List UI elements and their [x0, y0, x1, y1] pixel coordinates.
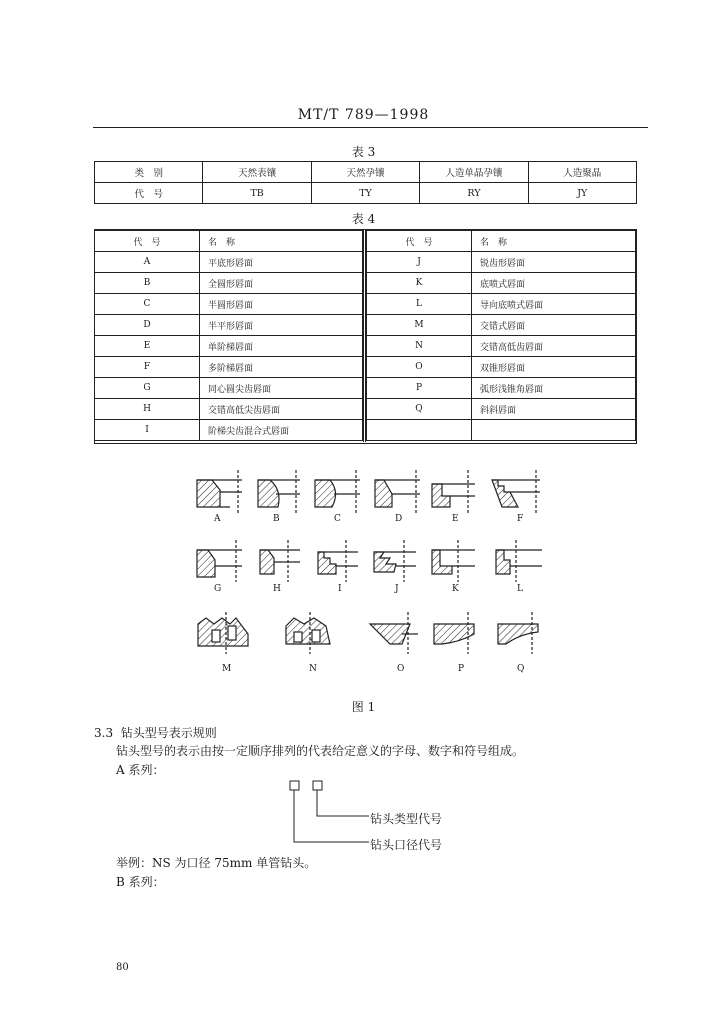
table-cell: TY — [311, 183, 419, 204]
table-cell: 底喷式唇面 — [472, 273, 636, 294]
bit-profile-c — [315, 470, 360, 514]
table-cell: D — [95, 315, 200, 336]
table-cell: 单阶梯唇面 — [200, 336, 363, 357]
table-cell: 人造单晶孕镶 — [420, 162, 528, 183]
table-cell: M — [367, 315, 472, 336]
table-row — [367, 273, 636, 294]
table4-right — [366, 230, 636, 441]
table-row — [367, 357, 636, 378]
table-row — [95, 315, 363, 336]
label-bit-diameter-code: 钻头口径代号 — [370, 838, 443, 852]
figure-labels-row2 — [0, 584, 727, 598]
figure-labels-row3 — [0, 664, 727, 678]
table-cell: JY — [528, 183, 636, 204]
table-cell: N — [367, 336, 472, 357]
table-cell: 半圆形唇面 — [200, 294, 363, 315]
table-cell: 代 号 — [95, 183, 203, 204]
figure-label: I — [338, 584, 342, 594]
figure-label: O — [397, 664, 405, 674]
table-cell: G — [95, 378, 200, 399]
table4-caption: 表 4 — [351, 212, 376, 226]
table-row — [95, 273, 363, 294]
table-cell: J — [367, 252, 472, 273]
bit-profile-k — [432, 540, 475, 582]
bit-profile-m — [198, 612, 248, 654]
figure-caption: 图 1 — [351, 700, 376, 714]
table-cell: 平底形唇面 — [200, 252, 363, 273]
table-cell: 交错高低齿唇面 — [472, 336, 636, 357]
table3 — [94, 161, 637, 204]
table-row — [95, 420, 363, 441]
table-cell: 全圆形唇面 — [200, 273, 363, 294]
table-cell — [472, 420, 636, 441]
table-cell: 交错高低尖齿唇面 — [200, 399, 363, 420]
table-cell: 锐齿形唇面 — [472, 252, 636, 273]
figure-label: A — [214, 514, 221, 524]
figure-label: C — [334, 514, 341, 524]
bit-profile-d — [375, 470, 420, 514]
table-cell: 多阶梯唇面 — [200, 357, 363, 378]
table-row — [367, 336, 636, 357]
paragraph: 钻头型号的表示由按一定顺序排列的代表给定意义的字母、数字和符号组成。 — [116, 744, 525, 758]
table-cell: Q — [367, 399, 472, 420]
table-row — [367, 420, 636, 441]
table-cell: H — [95, 399, 200, 420]
table-row — [367, 378, 636, 399]
column-header-code: 代 号 — [367, 231, 472, 252]
bit-profile-j — [374, 540, 416, 582]
table-cell: E — [95, 336, 200, 357]
label-bit-type-code: 钻头类型代号 — [370, 812, 443, 826]
series-a-label: A 系列： — [116, 763, 165, 777]
bit-profile-b — [258, 470, 300, 514]
table-row — [95, 399, 363, 420]
table-cell: 斜斜唇面 — [472, 399, 636, 420]
column-header-name: 名 称 — [200, 231, 363, 252]
figure-label: H — [273, 584, 281, 594]
figure-label: K — [452, 584, 459, 594]
column-header-code: 代 号 — [95, 231, 200, 252]
bit-profile-a — [197, 470, 242, 514]
bit-profile-h — [260, 540, 300, 582]
table-cell — [367, 420, 472, 441]
bit-profile-g — [197, 540, 242, 582]
figure-label: B — [273, 514, 280, 524]
table3-caption: 表 3 — [351, 145, 376, 159]
bit-profile-e — [432, 470, 475, 514]
figure-1-drawings — [170, 462, 570, 692]
column-header-name: 名 称 — [472, 231, 636, 252]
table-cell: 天然表镶 — [203, 162, 311, 183]
table-row — [95, 378, 363, 399]
table-cell: TB — [203, 183, 311, 204]
table-cell: 半平形唇面 — [200, 315, 363, 336]
figure-label: G — [214, 584, 222, 594]
header-rule — [93, 127, 648, 128]
figure-label: N — [309, 664, 317, 674]
table4-left — [94, 230, 363, 441]
table-cell: F — [95, 357, 200, 378]
code-box-type — [313, 781, 322, 790]
figure-label: E — [452, 514, 459, 524]
figure-label: Q — [517, 664, 525, 674]
table-row — [367, 231, 636, 252]
table-row — [95, 252, 363, 273]
table-cell: B — [95, 273, 200, 294]
figure-label: P — [458, 664, 465, 674]
table3-header-row — [95, 162, 637, 183]
figure-labels-row1 — [0, 514, 727, 528]
bit-profile-p — [434, 612, 474, 654]
table-row — [367, 294, 636, 315]
figure-label: M — [222, 664, 232, 674]
connector-type — [317, 790, 369, 816]
table-row — [95, 357, 363, 378]
code-box-diameter — [290, 781, 299, 790]
table-cell: RY — [420, 183, 528, 204]
standard-code: MT/T 789—1998 — [297, 107, 430, 123]
example-text: 举例：NS 为口径 75mm 单管钻头。 — [116, 856, 317, 870]
table-cell: 同心圆尖齿唇面 — [200, 378, 363, 399]
table4 — [94, 229, 637, 444]
table-row — [367, 252, 636, 273]
table-row — [95, 336, 363, 357]
table-row — [367, 399, 636, 420]
table-cell: 导向底喷式唇面 — [472, 294, 636, 315]
table3-code-row — [95, 183, 637, 204]
series-b-label: B 系列： — [116, 875, 165, 889]
bit-profile-n — [286, 612, 330, 654]
page-number: 80 — [116, 962, 129, 973]
table-cell: 类 别 — [95, 162, 203, 183]
section-heading — [94, 724, 217, 741]
table-row — [367, 315, 636, 336]
bit-profile-l — [496, 540, 542, 582]
bit-profile-o — [370, 612, 418, 654]
bit-profile-q — [498, 612, 538, 654]
table-cell: 双锥形唇面 — [472, 357, 636, 378]
table-cell: I — [95, 420, 200, 441]
figure-label: L — [517, 584, 523, 594]
table-cell: 阶梯尖齿混合式唇面 — [200, 420, 363, 441]
table-cell: 人造聚晶 — [528, 162, 636, 183]
bit-profile-f — [492, 470, 540, 514]
table-cell: L — [367, 294, 472, 315]
bit-profile-i — [318, 540, 358, 582]
table-cell: K — [367, 273, 472, 294]
figure-label: J — [395, 584, 399, 594]
table-cell: 天然孕镶 — [311, 162, 419, 183]
table-cell: P — [367, 378, 472, 399]
table-row — [95, 231, 363, 252]
table-row — [95, 294, 363, 315]
figure-label: D — [395, 514, 403, 524]
figure-label: F — [517, 514, 524, 524]
table-cell: 交错式唇面 — [472, 315, 636, 336]
table-cell: O — [367, 357, 472, 378]
table-cell: C — [95, 294, 200, 315]
section-number: 3.3 — [94, 726, 114, 740]
table-cell: A — [95, 252, 200, 273]
section-title: 钻头型号表示规则 — [120, 726, 217, 740]
table-cell: 弧形浅锥角唇面 — [472, 378, 636, 399]
